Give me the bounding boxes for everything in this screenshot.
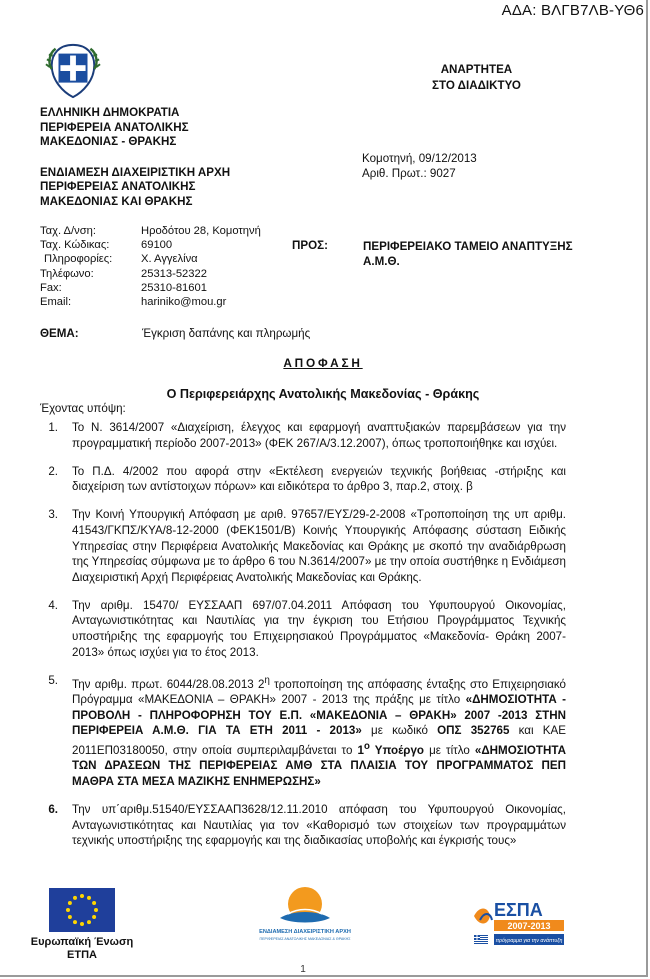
item-number: 3. <box>48 508 58 522</box>
contact-block <box>40 224 261 309</box>
contact-value: Χ. Αγγελίνα <box>141 253 198 266</box>
decision-title: ΑΠΟΦΑΣΗ <box>283 356 363 370</box>
item-number: 4. <box>48 598 58 612</box>
item-text: Το Π.Δ. 4/2002 που αφορά στην «Εκτέλεση ενεργειών τεχνικής βοήθειας -στήριξης και διαχείριση των αντίστοιχων πόρων» και ειδικότερα το άρθρο 3, παρ.2, στοιχ. β <box>72 464 566 494</box>
item-text <box>72 673 566 790</box>
mid-logo-line2: ΠΕΡΙΦΕΡΕΙΑΣ ΑΝΑΤΟΛΙΚΗΣ ΜΑΚΕΔΟΝΙΑΣ & ΘΡΑΚΗΣ <box>259 937 351 941</box>
text-span: με τίτλο <box>424 743 475 757</box>
espa-years: 2007-2013 <box>507 921 551 931</box>
list-item <box>40 507 566 585</box>
contact-label: Email: <box>40 296 72 309</box>
item-text: Το Ν. 3614/2007 «Διαχείριση, έλεγχος και εφαρμογή αναπτυξιακών παρεμβάσεων για την προγραμματική περίοδο 2007-2013» (ΦΕΚ 267/Α/3.12.2007), όπως τροποποιήθηκε και ισχύει. <box>72 421 566 450</box>
subproject-number: 1 <box>357 743 364 757</box>
contact-label: Πληροφορίες: <box>44 253 113 266</box>
contact-value: Ηροδότου 28, Κομοτηνή <box>141 225 261 237</box>
issuer-block <box>40 106 230 209</box>
subproject-label: Υποέργο <box>369 743 425 757</box>
mid-logo-line1: ΕΝΔΙΑΜΕΣΗ ΔΙΑΧΕΙΡΙΣΤΙΚΗ ΑΡΧΗ <box>259 929 351 935</box>
recipient-line: ΠΕΡΙΦΕΡΕΙΑΚΟ ΤΑΜΕΙΟ ΑΝΑΠΤΥΞΗΣ <box>363 240 573 253</box>
espa-tagline: πρόγραμμα για την ανάπτυξη <box>495 938 563 944</box>
eu-flag-icon <box>49 888 115 932</box>
superscript: η <box>264 674 270 686</box>
project-title: «ΔΗΜΟΣΙΟΤΗΤΑ - ΠΡΟΒΟΛΗ - ΠΛΗΡΟΦΟΡΗΣΗ ΤΟΥ Ε.Π. «ΜΑΚΕΔΟΝΙΑ – ΘΡΑΚΗ» 2007 -2013 ΣΤΗΝ ΠΕΡΙΦΕΡΕΙΑ Α.Μ.Θ. ΓΙΑ ΤΑ ΕΤΗ 2011 - 2013» <box>72 693 567 738</box>
contact-email[interactable]: hariniko@mou.gr <box>141 296 227 309</box>
posting-line: ΑΝΑΡΤΗΤΕΑ <box>440 63 513 76</box>
issuer-line: ΕΛΛΗΝΙΚΗ ΔΗΜΟΚΡΑΤΙΑ <box>40 106 180 119</box>
recipient-line: Α.Μ.Θ. <box>363 255 400 268</box>
issuer-line: ΜΑΚΕΔΟΝΙΑΣ - ΘΡΑΚΗΣ <box>40 135 177 148</box>
text-span: τροποποίηση της απόφασης ένταξης στο Επιχειρησιακό Πρόγραμμα «ΜΑΚΕΔΟΝΙΑ – ΘΡΑΚΗ» 2007 - 2013 της πράξης με τίτλο <box>72 677 566 707</box>
considerations-list <box>40 420 566 861</box>
item-number: 6. <box>48 803 58 817</box>
list-item <box>40 420 566 451</box>
issuer-line: ΠΕΡΙΦΕΡΕΙΑ ΑΝΑΤΟΛΙΚΗΣ <box>40 120 189 134</box>
issuer-line: ΠΕΡΙΦΕΡΕΙΑΣ ΑΝΑΤΟΛΙΚΗΣ <box>40 180 196 193</box>
recipient <box>363 239 573 269</box>
contact-label: Ταχ. Δ/νση: <box>40 225 96 237</box>
protocol-line: Αριθ. Πρωτ.: 9027 <box>362 166 456 180</box>
ada-code: ΑΔΑ: ΒΛΓΒ7ΛΒ-ΥΘ6 <box>501 2 644 19</box>
list-item <box>40 802 566 849</box>
contact-label: Τηλέφωνο: <box>40 267 94 280</box>
posting-notice <box>432 62 521 94</box>
subproject-title: «ΔΗΜΟΣΙΟΤΗΤΑ ΤΩΝ ΔΡΑΣΕΩΝ ΤΗΣ ΠΕΡΙΦΕΡΕΙΑΣ ΑΜΘ ΣΤΑ ΠΛΑΙΣΙΑ ΤΟΥ ΠΡΟΓΡΑΜΜΑΤΟΣ ΠΕΠ ΜΑΘΡΑ ΣΤΑ ΜΕΣΑ ΜΑΖΙΚΗΣ ΕΝΗΜΕΡΩΣΗΣ» <box>72 743 566 788</box>
subject-label: ΘΕΜΑ: <box>40 327 79 340</box>
contact-row <box>40 252 261 266</box>
text-span: Την αριθμ. πρωτ. 6044/28.08.2013 2 <box>72 677 265 691</box>
posting-line: ΣΤΟ ΔΙΑΔΙΚΤΥΟ <box>432 79 521 92</box>
date-line: Κομοτηνή, 09/12/2013 <box>362 152 477 165</box>
ops-code: ΟΠΣ 352765 <box>437 724 510 738</box>
considering-label: Έχοντας υπόψη: <box>40 402 126 415</box>
text-span: και ΚΑΕ 2011ΕΠ03180050, στην οποία συμπεριλαμβάνεται το <box>72 724 566 757</box>
espa-logo <box>470 894 570 950</box>
espa-name: ΕΣΠΑ <box>494 900 543 920</box>
contact-row <box>40 281 261 295</box>
contact-label: Ταχ. Κώδικας: <box>40 239 110 252</box>
contact-value: 25310-81601 <box>141 281 207 294</box>
contact-row <box>40 295 261 309</box>
footer <box>0 880 646 979</box>
greek-coat-of-arms-icon <box>44 42 102 100</box>
item-number: 1. <box>48 421 58 434</box>
greek-flag-icon <box>474 935 488 944</box>
superscript: ο <box>363 740 370 752</box>
page-number: 1 <box>300 964 306 975</box>
item-text: Την υπ΄αριθμ.51540/ΕΥΣΣΑΑΠ3628/12.11.2010 απόφαση του Υφυπουργού Οικονομίας, Ανταγωνιστικότητας και Ναυτιλίας για τον «Καθορισμό των στοιχείων των προγραμμάτων τεχνικής υποστήριξης της εφαρμογής και της διαδικασίας υποβολής και έγκρισής τους» <box>72 803 566 848</box>
issuer-line: ΕΝΔΙΑΜΕΣΗ ΔΙΑΧΕΙΡΙΣΤΙΚΗ ΑΡΧΗ <box>40 165 231 179</box>
item-number: 5. <box>48 673 58 687</box>
contact-row <box>40 224 261 238</box>
contact-value: 25313-52322 <box>141 267 207 280</box>
list-item <box>40 464 566 495</box>
item-text: Την Κοινή Υπουργική Απόφαση με αριθ. 97657/ΕΥΣ/29-2-2008 «Τροποποίηση της υπ αριθμ. 41543/ΓΚΠΣ/ΚΥΑ/8-12-2000 (ΦΕΚ1501/Β) Κοινής Υπουργικής Απόφασης σύσταση Ειδικής Υπηρεσίας στην Περιφέρεια Ανατολικής Μακεδονίας και Θράκης με σκοπό την αναδιάρθρωση της Υπηρεσίας σύμφωνα με το άρθρο 6 του Ν.3614/2007» με την οποία συστήθηκε η Ενδιάμεση Διαχειριστική Αρχή Περιφέρειας Ανατολικής Μακεδονίας και Θράκης. <box>72 508 566 584</box>
list-item <box>40 598 566 660</box>
eu-caption-line: Ευρωπαϊκή Ένωση <box>30 936 134 948</box>
date-protocol <box>362 152 477 181</box>
list-item <box>40 673 566 790</box>
text-span: με κωδικό <box>361 724 438 738</box>
eu-caption-line: ΕΤΠΑ <box>67 949 97 961</box>
regional-head: Ο Περιφερειάρχης Ανατολικής Μακεδονίας - Θράκης <box>166 387 480 401</box>
item-number: 2. <box>48 464 58 478</box>
to-label: ΠΡΟΣ: <box>292 239 328 252</box>
contact-row <box>40 238 261 252</box>
issuer-line: ΜΑΚΕΔΟΝΙΑΣ ΚΑΙ ΘΡΑΚΗΣ <box>40 194 193 208</box>
contact-label: Fax: <box>40 281 62 294</box>
contact-row <box>40 267 261 281</box>
managing-authority-logo <box>250 880 360 946</box>
eu-caption <box>26 936 138 962</box>
subject-text: Έγκριση δαπάνης και πληρωμής <box>142 327 311 340</box>
item-text: Την αριθμ. 15470/ ΕΥΣΣΑΑΠ 697/07.04.2011 Απόφαση του Υφυπουργού Οικονομίας, Ανταγωνιστικότητας και Ναυτιλίας για την έγκριση του Ετήσιου Προγράμματος Τεχνικής υποστήριξης της εφαρμογής του Επιχειρησιακού Προγράμματος «Μακεδονία- Θράκη 2007-2013» όπως ισχύει για το έτος 2013. <box>72 598 566 659</box>
contact-value: 69100 <box>141 239 173 252</box>
